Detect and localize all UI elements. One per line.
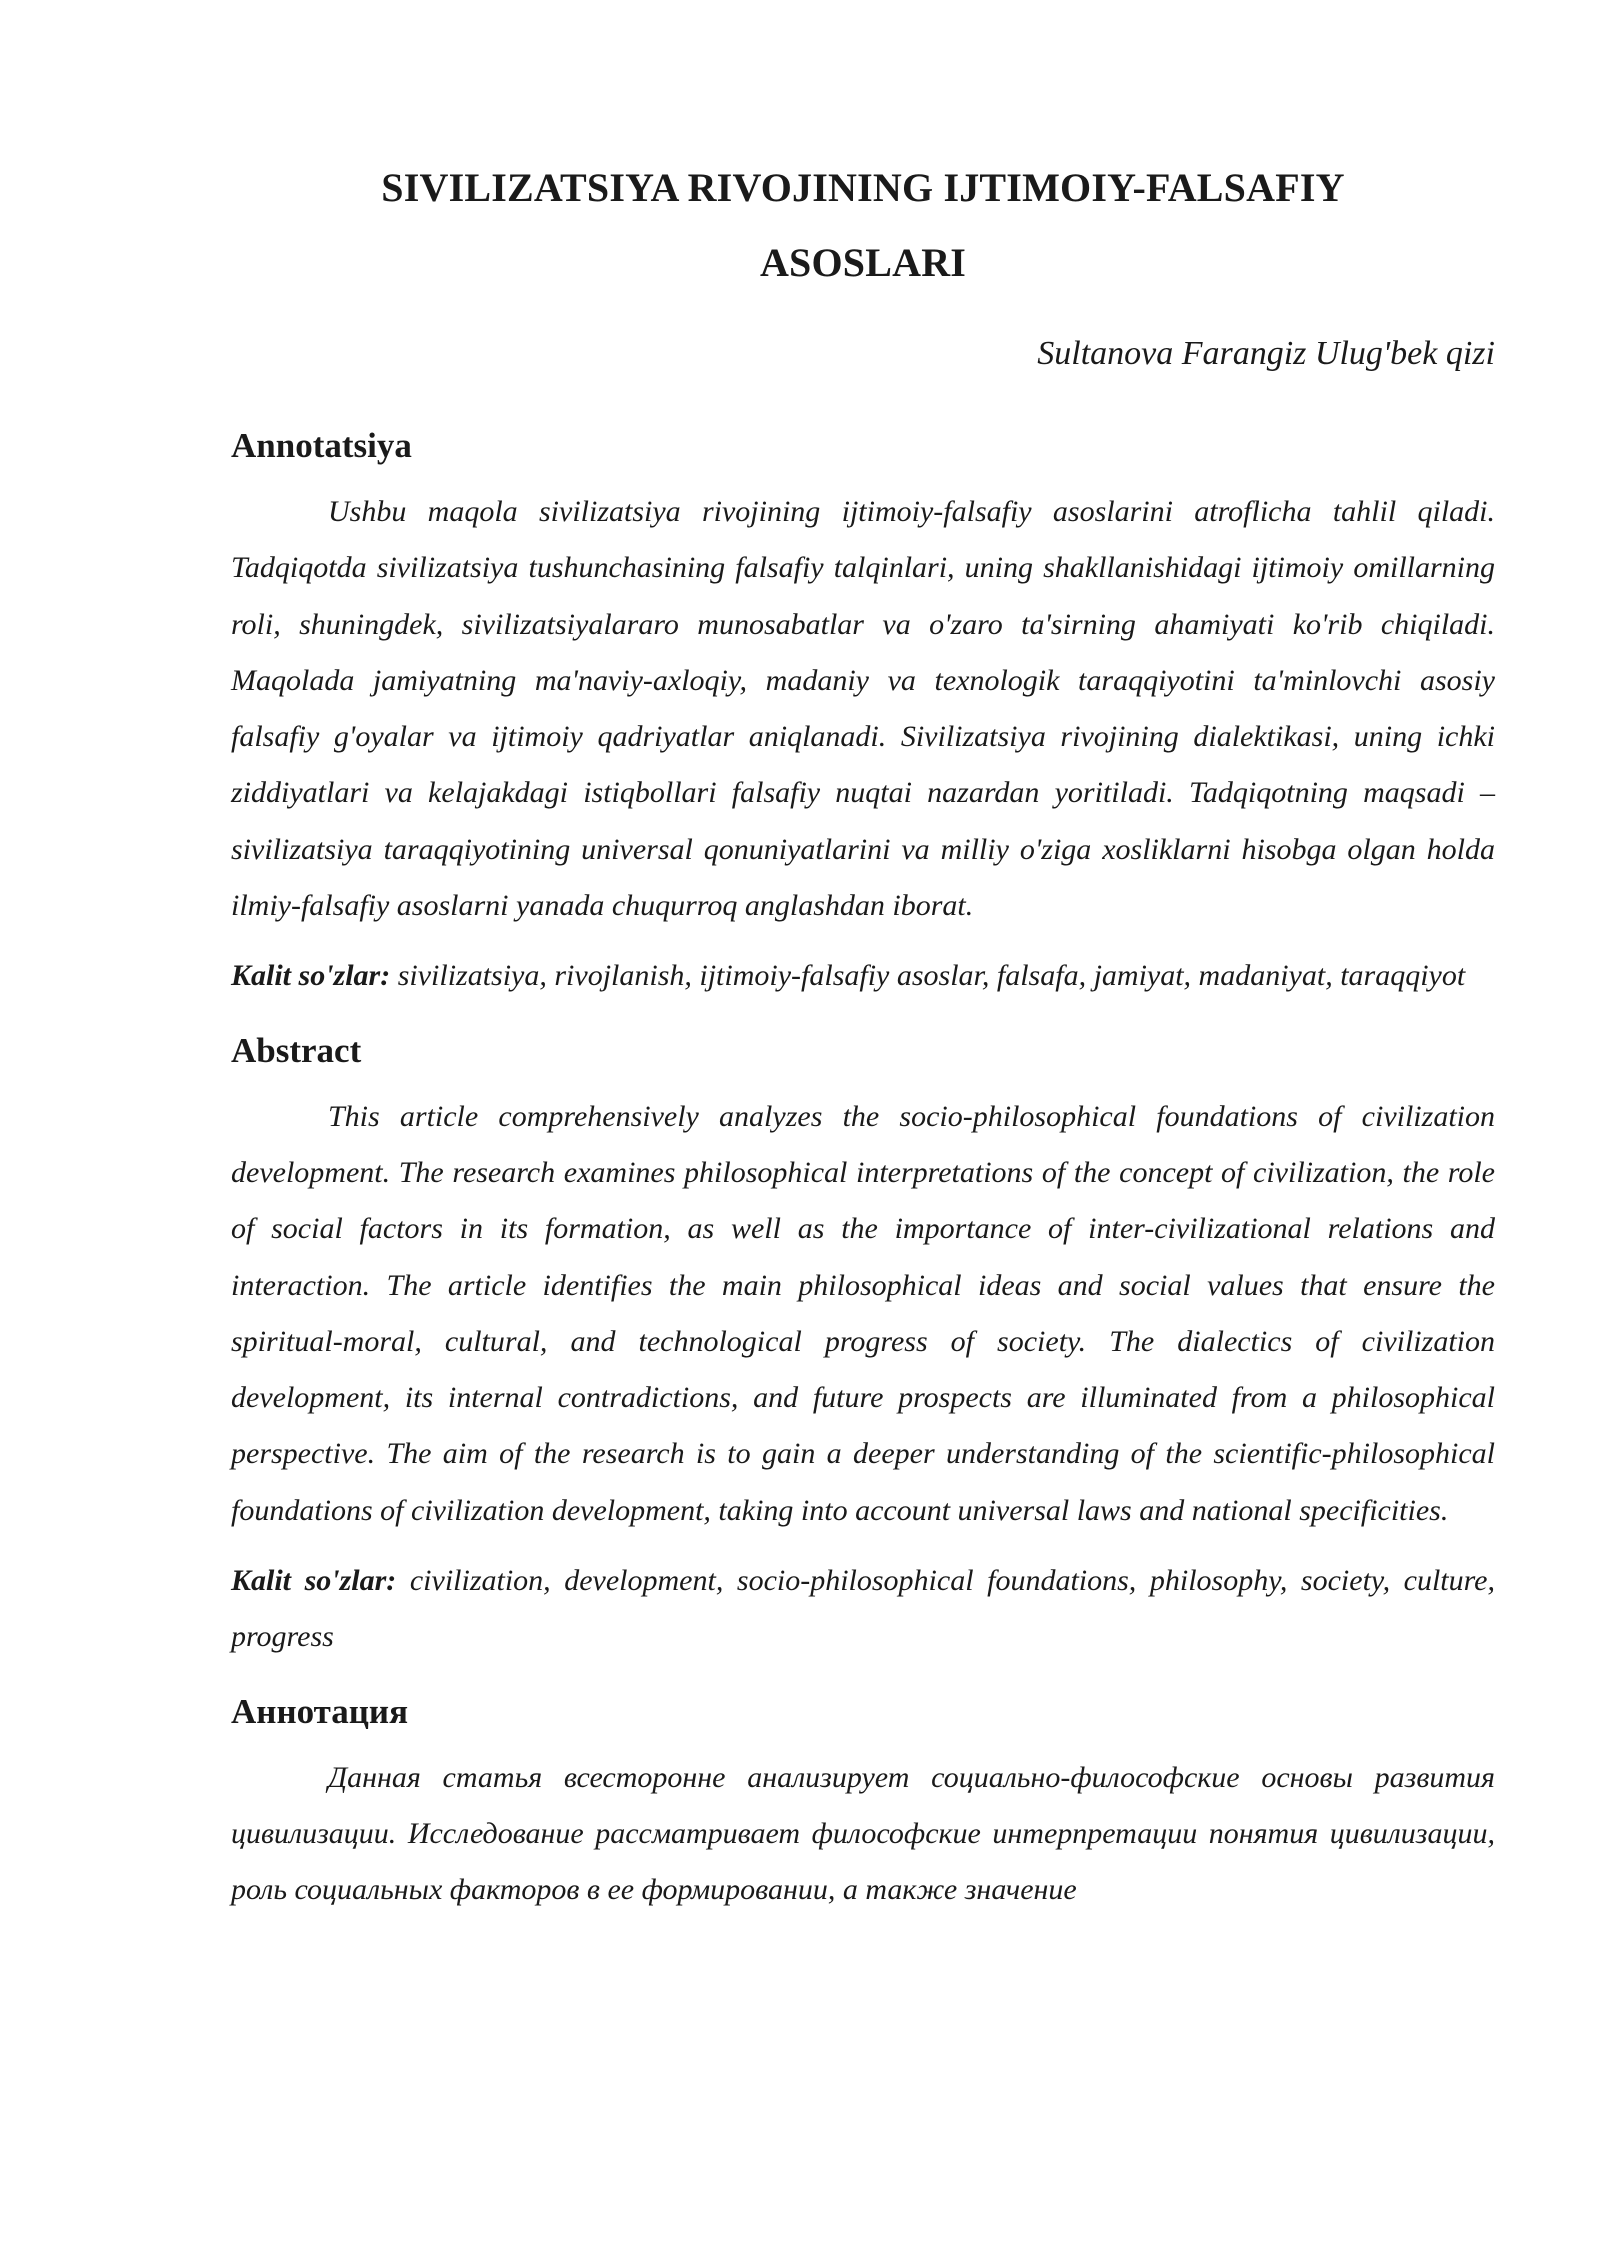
keywords-list: civilization, development, socio-philosophical foundations, philosophy, society, culture, progress [231, 1564, 1495, 1654]
section-heading-annotatsiya-ru: Аннотация [231, 1691, 409, 1731]
annotatsiya-paragraph: Ushbu maqola sivilizatsiya rivojining ijtimoiy-falsafiy asoslarini atroflicha tahlil qiladi. Tadqiqotda sivilizatsiya tushunchasining falsafiy talqinlari, uning shakllanishidagi ijtimoiy omillarning roli, shuningdek, sivilizatsiyalararo munosabatlar va o'zaro ta'sirning ahamiyati ko'rib chiqiladi. Maqolada jamiyatning ma'naviy-axloqiy, madaniy va texnologik taraqqiyotini ta'minlovchi asosiy falsafiy g'oyalar va ijtimoiy qadriyatlar aniqlanadi. Sivilizatsiya rivojining dialektikasi, uning ichki ziddiyatlari va kelajakdagi istiqbollari falsafiy nuqtai nazardan yoritiladi. Tadqiqotning maqsadi – sivilizatsiya taraqqiyotining universal qonuniyatlarini va milliy o'ziga xosliklarni hisobga olgan holda ilmiy-falsafiy asoslarni yanada chuqurroq anglashdan iborat. [231, 495, 1495, 923]
author-name: Sultanova Farangiz Ulug'bek qizi [1037, 335, 1495, 372]
keywords-en [231, 1553, 1495, 1666]
abstract-paragraph: This article comprehensively analyzes the socio-philosophical foundations of civilization development. The research examines philosophical interpretations of the concept of civilization, the role of social factors in its formation, as well as the importance of inter-civilizational relations and interaction. The article identifies the main philosophical ideas and social values that ensure the spiritual-moral, cultural, and technological progress of society. The dialectics of civilization development, its internal contradictions, and future prospects are illuminated from a philosophical perspective. The aim of the research is to gain a deeper understanding of the scientific-philosophical foundations of civilization development, taking into account universal laws and national specificities. [231, 1099, 1495, 1527]
paper-title [231, 150, 1495, 300]
keywords-uz [231, 948, 1495, 1004]
annotatsiya-ru-paragraph: Данная статья всесторонне анализирует социально-философские основы развития цивилизации. Исследование рассматривает философские интерпретации понятия цивилизации, роль социальных факторов в ее формировании, а также значение [231, 1760, 1495, 1907]
section-heading-abstract: Abstract [231, 1030, 362, 1070]
keywords-label: Kalit so'zlar: [231, 959, 391, 993]
document-page [231, 150, 1495, 1919]
title-line-1: SIVILIZATSIYA RIVOJINING IJTIMOIY-FALSAFIY [381, 165, 1345, 210]
keywords-label: Kalit so'zlar: [231, 1564, 397, 1598]
title-line-2: ASOSLARI [759, 240, 967, 285]
keywords-list: sivilizatsiya, rivojlanish, ijtimoiy-falsafiy asoslar, falsafa, jamiyat, madaniyat, taraqqiyot [390, 959, 1466, 993]
section-heading-annotatsiya: Annotatsiya [231, 426, 412, 465]
